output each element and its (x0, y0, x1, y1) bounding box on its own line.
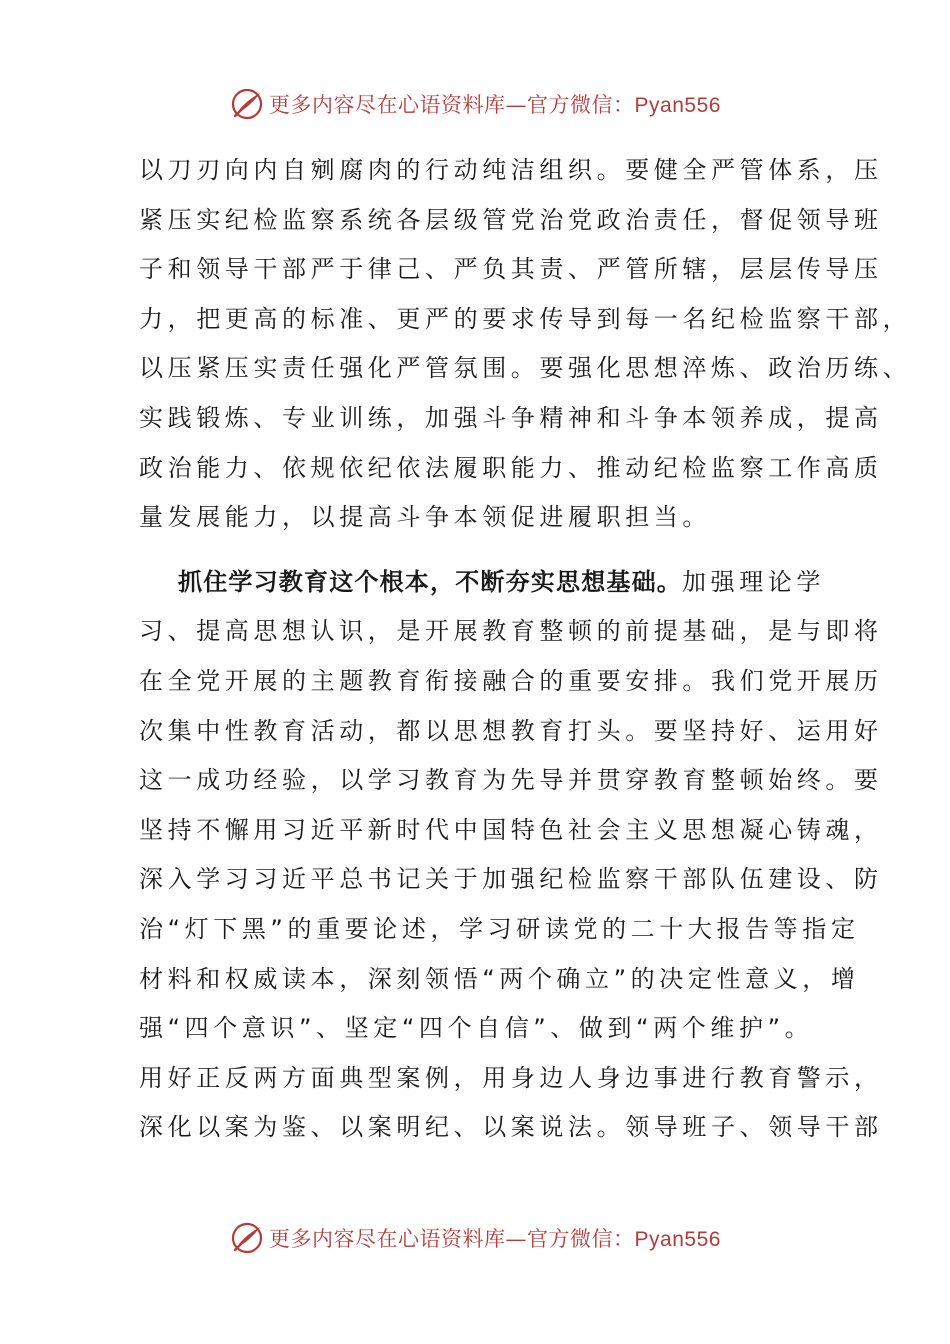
text-line: 坚持不懈用习近平新时代中国特色社会主义思想凝心铸魂， (139, 815, 883, 844)
text-line: 以压紧压实责任强化严管氛围。要强化思想淬炼、政治历练、 (139, 354, 912, 383)
text-line: 实践锻炼、专业训练，加强斗争精神和斗争本领养成，提高 (139, 403, 883, 432)
footer-banner (0, 1218, 950, 1258)
text-line: 量发展能力，以提高斗争本领促进履职担当。 (139, 503, 711, 532)
text-line: 紧压实纪检监察系统各层级管党治党政治责任，督促领导班 (139, 205, 883, 234)
text-line: 深化以案为鉴、以案明纪、以案说法。领导班子、领导干部 (139, 1113, 883, 1142)
text-line-first (139, 558, 825, 608)
banner-wechat-handle: Pyan556 (634, 94, 721, 117)
text-line: 深入学习习近平总书记关于加强纪检监察干部队伍建设、防 (139, 865, 883, 894)
heading-continuation: 加强理论学 (682, 567, 825, 596)
text-line: 治“灯下黑”的重要论述，学习研读党的二十大报告等指定 (139, 914, 860, 943)
text-line: 子和领导干部严于律己、严负其责、严管所辖，层层传导压 (139, 255, 883, 284)
text-line: 次集中性教育活动，都以思想教育打头。要坚持好、运用好 (139, 716, 883, 745)
document-body (139, 146, 912, 1153)
header-banner (0, 84, 950, 124)
text-line: 用好正反两方面典型案例，用身边人身边事进行教育警示， (139, 1063, 883, 1092)
quill-logo-icon (229, 86, 265, 122)
text-line: 力，把更高的标准、更严的要求传导到每一名纪检监察干部， (139, 304, 912, 333)
text-line: 材料和权威读本，深刻领悟“两个确立”的决定性意义，增 (139, 964, 860, 993)
banner-wechat-handle: Pyan556 (634, 1228, 721, 1251)
banner-message: 更多内容尽在心语资料库—官方微信： (269, 93, 635, 117)
text-line: 以刀刃向内自剜腐肉的行动纯洁组织。要健全严管体系，压 (139, 156, 883, 184)
text-line: 习、提高思想认识，是开展教育整顿的前提基础，是与即将 (139, 617, 883, 646)
section-heading: 抓住学习教育这个根本，不断夯实思想基础。 (178, 567, 682, 596)
text-line: 这一成功经验，以学习教育为先导并贯穿教育整顿始终。要 (139, 766, 883, 795)
text-line: 在全党开展的主题教育衔接融合的重要安排。我们党开展历 (139, 666, 883, 695)
paragraph-2 (139, 558, 883, 1153)
text-line: 强“四个意识”、坚定“四个自信”、做到“两个维护”。 (139, 1014, 814, 1043)
banner-message: 更多内容尽在心语资料库—官方微信： (269, 1227, 635, 1251)
paragraph-1 (139, 146, 912, 543)
text-line: 政治能力、依规依纪依法履职能力、推动纪检监察工作高质 (139, 453, 883, 482)
banner-text (269, 1223, 721, 1253)
paragraph-spacer (139, 543, 819, 558)
banner-text (269, 89, 721, 119)
quill-logo-icon (229, 1220, 265, 1256)
